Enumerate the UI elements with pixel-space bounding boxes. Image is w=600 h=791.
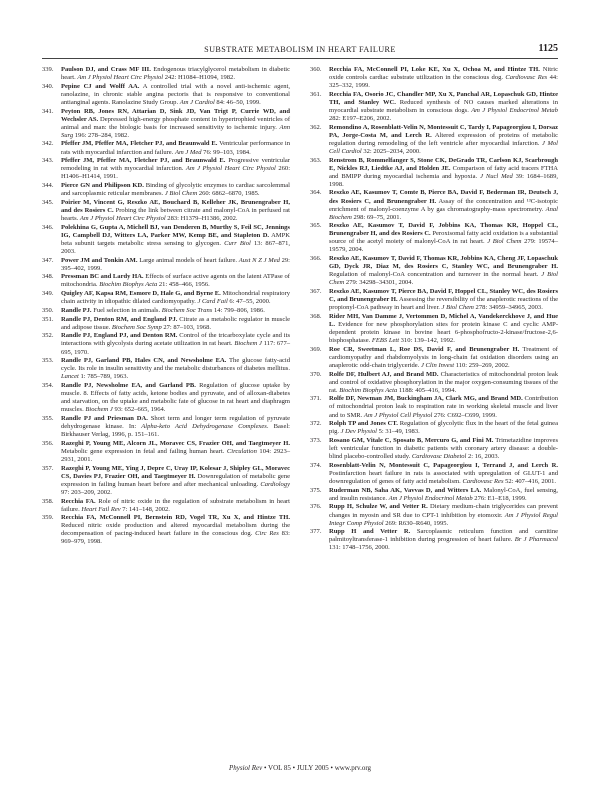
reference-entry: [42, 66, 290, 82]
reference-authors: Poirier M, Vincent G, Reszko AE, Bouchard B, Kelleher JK, Brunengraber H, and des Rosiers C.: [61, 198, 290, 214]
reference-authors: Razeghi P, Young ME, Ying J, Depre C, Uray IP, Kolesar J, Shipley GL, Moravec CS, Davies PJ, Frazier OH, and Taegtmeyer H.: [61, 464, 290, 480]
reference-citation: 298: 69–75, 2001.: [351, 213, 402, 221]
reference-title: Nitric oxide controls cardiac substrate utilization in the conscious dog.: [329, 66, 558, 82]
reference-title: Binding of glycolytic enzymes to cardiac sarcolemmal and sarcoplasmic reticular membranes.: [61, 182, 291, 198]
reference-entry: [42, 415, 290, 439]
page-footer: [42, 764, 558, 772]
reference-number: 341.: [42, 107, 54, 115]
reference-number: 346.: [42, 223, 54, 231]
reference-number: 339.: [42, 66, 54, 73]
reference-number: 366.: [310, 255, 322, 263]
reference-journal: J Card Fail: [197, 298, 228, 306]
reference-entry: [310, 157, 558, 189]
reference-authors: Randle PJ and Priesman DA.: [61, 414, 148, 422]
reference-title: Trimetazidine improves left ventricular function in diabetic patients with coronary artery disease: a double-blind placebo-controlled study.: [329, 437, 558, 461]
reference-citation: 310: 139–142, 1992.: [399, 337, 455, 345]
reference-number: 357.: [42, 464, 54, 472]
reference-citation: 27: 87–103, 1968.: [161, 323, 212, 331]
reference-journal: Heart Fail Rev: [81, 505, 121, 513]
reference-authors: Recchia FA, McConnell PI, Loke KE, Xu X, Ochoa M, and Hintze TH.: [329, 66, 540, 73]
reference-authors: Rolfe DF, Newman JM, Buckingham JA, Clark MG, and Brand MD.: [329, 395, 523, 403]
reference-title: Treatment of cardiomyopathy and rhabdomyolysis in long-chain fat oxidation disorders using an anaplerotic odd-chain triglyceride.: [329, 345, 558, 369]
reference-number: 352.: [42, 332, 54, 340]
reference-number: 371.: [310, 395, 322, 403]
reference-entry: [310, 288, 558, 312]
reference-title: Peroxisomal fatty acid oxidation is a substantial source of the acetyl moiety of malonyl-CoA in rat heart.: [329, 230, 558, 246]
reference-number: 347.: [42, 256, 54, 264]
footer-journal: Physiol Rev: [228, 764, 263, 772]
reference-entry: [42, 290, 290, 306]
reference-entry: [310, 346, 558, 370]
reference-citation: 279: 34298–34301, 2004.: [344, 279, 414, 287]
reference-authors: Pepine CJ and Wolff AA.: [61, 82, 140, 90]
reference-number: 368.: [310, 312, 322, 320]
reference-journal: J Mol Cell Cardiol: [329, 139, 558, 155]
reference-number: 345.: [42, 198, 54, 206]
reference-journal: Biochim Biophys Acta: [99, 281, 158, 289]
reference-journal: Ann Surg: [61, 123, 290, 139]
reference-journal: J Nucl Med: [480, 172, 513, 180]
reference-entry: [42, 465, 290, 497]
reference-citation: 242: H1084–H1094, 1982.: [163, 74, 235, 82]
reference-authors: Razeghi P, Young ME, Alcorn JL, Moravec CS, Frazier OH, and Taegtmeyer H.: [61, 439, 290, 447]
reference-authors: Recchia FA.: [61, 497, 96, 505]
reference-authors: Roe CR, Sweetman L, Roe DS, David F, and Brunengraber H.: [329, 345, 520, 353]
reference-authors: Rolph TP and Jones CT.: [329, 420, 398, 428]
reference-citation: 117: 677–695, 1970.: [61, 340, 290, 356]
reference-title: Contribution of mitochondrial proton leak to respiration rate in working skeletal muscle and liver and to SMR.: [329, 395, 558, 419]
reference-title: Fuel selection in animals.: [91, 306, 162, 314]
reference-number: 370.: [310, 370, 322, 378]
reference-title: Control of the tricarboxylate cycle and its interactions with glycolysis during acetate utilization in rat heart.: [61, 332, 290, 348]
reference-entry: [310, 437, 558, 461]
reference-citation: 2: 16, 2003.: [466, 453, 500, 461]
reference-authors: Polekhina G, Gupta A, Michell BJ, van Denderen B, Murthy S, Feil SC, Jennings IG, Campbell DJ, Witters LA, Parker MW, Kemp BE, and Stapleton D.: [61, 223, 290, 239]
reference-citation: 32: 2025–2034, 2000.: [361, 147, 421, 155]
reference-entry: [42, 514, 290, 546]
reference-authors: Rupp H, Schulze W, and Vetter R.: [329, 503, 428, 511]
reference-number: 365.: [310, 222, 322, 230]
reference-entry: [42, 440, 290, 464]
page-number: 1125: [538, 43, 558, 54]
reference-number: 354.: [42, 382, 54, 390]
reference-number: 348.: [42, 273, 54, 281]
reference-entry: [310, 222, 558, 254]
reference-number: 350.: [42, 306, 54, 314]
reference-title: Probing the link between citrate and malonyl-CoA in perfused rat hearts.: [61, 206, 290, 222]
reference-title: Assessing the reversibility of the anaplerotic reactions of the propionyl-CoA pathway in heart and liver.: [329, 296, 558, 312]
reference-citation: 76: 99–103, 1984.: [201, 148, 251, 156]
reference-journal: Cardiology: [260, 480, 290, 488]
reference-journal: Cardiovasc Diabetol: [411, 453, 467, 461]
reference-title: Reduced synthesis of NO causes marked alterations in myocardial substrate metabolism in conscious dogs.: [329, 98, 558, 114]
reference-citation: 84: 46–50, 1999.: [214, 98, 261, 106]
reference-title: Downregulation of metabolic gene expression in failing human heart before and after mechanical unloading.: [61, 472, 291, 488]
reference-entry: [310, 528, 558, 552]
reference-citation: 93: 652–665, 1964.: [112, 406, 166, 414]
reference-journal: Cardiovasc Res: [462, 477, 504, 485]
reference-authors: Pressman BC and Lardy HA.: [61, 273, 144, 281]
reference-journal: Biochem Soc Trans: [161, 306, 213, 314]
reference-number: 356.: [42, 439, 54, 447]
reference-authors: Quigley AF, Kapsa RM, Esmore D, Hale G, and Byrne E.: [61, 290, 221, 298]
reference-number: 361.: [310, 90, 322, 98]
running-title: SUBSTRATE METABOLISM IN HEART FAILURE: [204, 45, 396, 54]
reference-journal: J Biol Chem: [164, 190, 198, 198]
reference-title: Endogenous triacylglycerol metabolism in diabetic heart.: [61, 66, 290, 82]
reference-authors: Rosenblatt-Velin N, Montessuit C, Papageorgiou I, Terrand J, and Lerch R.: [329, 461, 558, 469]
reference-authors: Renstrom B, Rommelfanger S, Stone CK, DeGrado TR, Carlson KJ, Scarbrough E, Nickles RJ, Liedtke AJ, and Holden JE.: [329, 156, 558, 172]
reference-title: Assay of the concentration and ¹³C-isotopic enrichment of malonyl-coenzyme A by gas chromatography-mass spectrometry.: [329, 197, 559, 213]
reference-title: Sarcoplasmic reticulum function and carnitine palmitoyltransferase-1 inhibition during progression of heart failure.: [329, 528, 558, 544]
reference-citation: 196: 278–284, 1982.: [73, 131, 129, 139]
reference-authors: Randle PJ.: [61, 306, 92, 314]
reference-citation: 39: 1684–1689, 1998.: [329, 172, 558, 188]
reference-journal: Am J Med: [174, 148, 202, 156]
reference-journal: Am J Physiol Heart Circ Physiol: [185, 165, 276, 173]
reference-journal: Am J Physiol Regul Integr Comp Physiol: [329, 511, 558, 527]
reference-journal: Am J Physiol Endocrinol Metab: [388, 494, 473, 502]
reference-journal: Circulation: [226, 447, 257, 455]
reference-title: Characteristics of mitochondrial proton leak and control of oxidative phosphorylation in the major oxygen-consuming tissues of the rat.: [329, 370, 558, 394]
reference-journal: Br J Pharmacol: [514, 536, 559, 544]
reference-citation: 260: H1406–H1414, 1991.: [61, 165, 291, 181]
reference-citation: 83: 969–979, 1998.: [61, 530, 290, 546]
reference-entry: [310, 189, 558, 221]
reference-citation: 269: R630–R640, 1995.: [383, 519, 449, 527]
reference-journal: Alpha-keto Acid Dehydrogenase Complexes: [141, 423, 267, 431]
reference-title: Regulation of glucose uptake by muscle. 8. Effects of fatty acids, ketone bodies and pyruvate, and of alloxan-diabetes and starvation, on the uptake and metabolic fate of glucose in rat heart and diaphragm muscles.: [61, 382, 290, 414]
reference-entry: [310, 255, 558, 287]
reference-authors: Power JM and Tonkin AM.: [61, 256, 138, 264]
reference-journal: J Biol Chem: [329, 271, 558, 287]
reference-title: Postinfarction heart failure in rats is associated with upregulation of GLUT-1 and downregulation of genes of fatty acid metabolism.: [329, 469, 558, 485]
reference-title: Progressive ventricular remodeling in rat with myocardial infarction.: [61, 157, 290, 173]
reference-journal: Anal Biochem: [329, 205, 558, 221]
reference-journal: Am J Physiol Cell Physiol: [363, 411, 433, 419]
reference-number: 353.: [42, 357, 54, 365]
reference-citation: 1188: 405–416, 1994.: [397, 386, 457, 394]
reference-authors: Randle PJ, England PJ, and Denton RM.: [61, 332, 178, 340]
reference-entry: [42, 108, 290, 140]
reference-entry: [42, 307, 290, 315]
reference-title: Effects of surface active agents on the latent ATPase of mitochondria.: [61, 273, 290, 289]
reference-citation: 276: C692–C699, 1999.: [432, 411, 497, 419]
reference-entry: [42, 357, 290, 381]
reference-journal: J Clin Invest: [420, 361, 455, 369]
reference-citation: 276: E1–E18, 1999.: [472, 494, 527, 502]
reference-entry: [42, 224, 290, 256]
reference-entry: [42, 157, 290, 181]
reference-journal: Lancet: [61, 373, 79, 381]
reference-number: 374.: [310, 461, 322, 469]
reference-journal: Biochim Biophys Acta: [339, 386, 398, 394]
reference-citation: 110: 259–269, 2002.: [454, 361, 510, 369]
reference-title: Malonyl-CoA, fuel sensing, and insulin resistance.: [329, 486, 558, 502]
reference-authors: Paulson DJ, and Crass MF III.: [61, 66, 151, 73]
reference-title: Short term and longer term regulation of pyruvate dehydrogenase kinase. In:: [61, 414, 290, 431]
reference-title: A controlled trial with a novel anti-ischemic agent, ranolazine, in chronic stable angina pectoris that is responsive to conventional antianginal agents. Ranolazine Study Group.: [61, 82, 290, 106]
reference-title: Reduced nitric oxide production and altered myocardial metabolism during the decompensation of pacing-induced heart failure in the conscious dog.: [61, 522, 290, 538]
reference-number: 364.: [310, 189, 322, 197]
reference-entry: [310, 420, 558, 436]
reference-authors: Ruderman NB, Saha AK, Vavvas D, and Witters LA.: [329, 486, 482, 494]
reference-authors: Rider MH, Van Damme J, Vertommen D, Michel A, Vandekerckhove J, and Hue L.: [329, 312, 558, 328]
reference-title: Ventricular performance in rats with myocardial infarction and failure.: [61, 140, 290, 156]
reference-number: 369.: [310, 345, 322, 353]
reference-entry: [310, 313, 558, 345]
reference-number: 359.: [42, 514, 54, 522]
reference-number: 375.: [310, 486, 322, 494]
reference-entry: [310, 462, 558, 486]
reference-title: Comparison of fatty acid tracers FTHA and BMIPP during myocardial ischemia and hypoxia.: [329, 164, 558, 180]
reference-number: 340.: [42, 82, 54, 90]
reference-journal: Aust N Z J Med: [238, 256, 280, 264]
reference-authors: Randle PJ, Denton RM, and England PJ.: [61, 315, 178, 323]
reference-citation: 131: 1748–1756, 2000.: [329, 544, 390, 552]
reference-entry: [42, 182, 290, 198]
reference-number: 342.: [42, 140, 54, 148]
reference-citation: 1: 785–789, 1963.: [78, 373, 129, 381]
reference-citation: 97: 203–209, 2002.: [61, 488, 112, 496]
reference-citation: 29: 395–402, 1999.: [61, 256, 290, 272]
running-header: [42, 44, 558, 59]
reference-citation: 13: 867–871, 2003.: [61, 239, 290, 255]
reference-authors: Reszko AE, Kasumov T, David F, Thomas KR, Jobbins KA, Cheng JF, Lopaschuk GD, Dyck JR, Diaz M, des Rosiers C, Stanley WC, and Brunengraber H.: [329, 255, 558, 271]
reference-journal: J Biol Chem: [441, 304, 474, 312]
reference-entry: [42, 199, 290, 223]
reference-citation: . Basel: Birkhauser Verlag, 1996, p. 151–161.: [61, 423, 290, 439]
reference-entry: [310, 487, 558, 503]
reference-journal: Am J Physiol Heart Circ Physiol: [79, 214, 166, 222]
reference-citation: 282: E197–E206, 2002.: [329, 114, 392, 122]
reference-number: 377.: [310, 528, 322, 536]
reference-journal: Circ Res: [255, 530, 279, 538]
reference-citation: 52: 407–416, 2001.: [503, 477, 557, 485]
reference-journal: Biochem J: [85, 406, 113, 414]
reference-journal: J Biol Chem: [487, 238, 522, 246]
reference-journal: FEBS Lett: [371, 337, 400, 345]
reference-title: Metabolic gene expression in fetal and failing human heart.: [61, 447, 227, 455]
reference-title: AMPK beta subunit targets metabolic stress sensing to glycogen.: [61, 231, 290, 247]
reference-number: 373.: [310, 437, 322, 445]
reference-citation: 260: 6862–6870, 1985.: [197, 190, 260, 198]
reference-column-right: [310, 66, 558, 553]
reference-title: Mitochondrial respiratory chain activity in idiopathic dilated cardiomyopathy.: [61, 290, 290, 306]
reference-journal: J Dev Physiol: [340, 428, 377, 436]
reference-title: Altered expression of proteins of metabolic regulation during remodeling of the left ventricle after myocardial infarction.: [329, 131, 558, 147]
footer-issue: • VOL 85 • JULY 2005 •: [262, 764, 335, 772]
reference-citation: 44: 325–332, 1999.: [329, 74, 558, 90]
reference-title: Depressed high-energy phosphate content in hypertrophied ventricles of animal and man: the biologic basis for increased sensitivity to ischemic injury.: [61, 115, 290, 131]
reference-journal: Am J Physiol Endocrinol Metab: [471, 106, 558, 114]
reference-citation: 279: 19574–19579, 2004.: [329, 238, 558, 254]
reference-authors: Rupp H and Vetter R.: [329, 528, 411, 536]
reference-entry: [310, 395, 558, 419]
reference-journal: Cardiovasc Res: [505, 74, 548, 82]
reference-entry: [310, 66, 558, 90]
reference-title: The glucose fatty-acid cycle. Its role in insulin sensitivity and the metabolic disturbances of diabetes mellitus.: [61, 357, 290, 373]
reference-number: 355.: [42, 414, 54, 422]
reference-authors: Recchia FA, Osorio JC, Chandler MP, Xu X, Panchal AR, Lopaschuk GD, Hintze TH, and Stanley WC.: [329, 90, 558, 106]
reference-authors: Randle PJ, Garland PB, Hales CN, and Newsholme EA.: [61, 357, 227, 365]
reference-entry: [42, 382, 290, 414]
reference-authors: Peyton RB, Jones RN, Attarian D, Sink JD, Van Trigt P, Currie WD, and Wechsler AS.: [61, 107, 290, 123]
reference-title: Evidence for new phosphorylation sites for protein kinase C and cyclic AMP-dependent protein kinase in bovine heart 6-phosphofructo-2-kinase/fructose-2,6-bisphosphatase.: [329, 320, 558, 345]
reference-journal: Curr Biol: [224, 239, 251, 247]
reference-title: Large animal models of heart failure.: [137, 256, 239, 264]
reference-title: Role of nitric oxide in the regulation of substrate metabolism in heart failure.: [61, 497, 290, 513]
reference-title: Citrate as a metabolic regulator in muscle and adipose tissue.: [61, 315, 290, 331]
reference-entry: [310, 371, 558, 395]
reference-authors: Rolfe DF, Hulbert AJ, and Brand MD.: [329, 370, 439, 378]
reference-authors: Recchia FA, McConnell PI, Bernstein RD, Vogel TR, Xu X, and Hintze TH.: [61, 514, 290, 522]
reference-journal: Am J Cardiol: [179, 98, 215, 106]
reference-column-left: [42, 66, 290, 547]
reference-authors: Pfeffer JM, Pfeffer MA, Fletcher PJ, and Braunwald E.: [61, 140, 218, 148]
reference-entry: [42, 140, 290, 156]
reference-citation: 278: 34959–34965, 2003.: [473, 304, 543, 312]
reference-authors: Randle PJ, Newsholme EA, and Garland PB.: [61, 382, 196, 390]
reference-number: 343.: [42, 157, 54, 165]
reference-citation: 104: 2923–2931, 2001.: [61, 447, 291, 463]
reference-number: 344.: [42, 182, 54, 190]
reference-citation: 21: 458–466, 1956.: [157, 281, 210, 289]
reference-authors: Pierce GN and Philipson KD.: [61, 182, 144, 190]
reference-entry: [310, 91, 558, 123]
reference-entry: [42, 257, 290, 273]
reference-number: 351.: [42, 315, 54, 323]
reference-title: Regulation of glycolytic flux in the heart of the fetal guinea pig.: [329, 420, 558, 436]
reference-number: 358.: [42, 497, 54, 505]
reference-authors: Reszko AE, Kasumov T, David F, Jobbins KA, Thomas KR, Hoppel CL, Brunengraber H, and des Rosiers C.: [329, 222, 558, 238]
reference-journal: Biochem J: [234, 340, 262, 348]
reference-authors: Remondino A, Rosenblatt-Velin N, Montessuit C, Tardy I, Papageorgiou I, Dorsaz PA, Jorge-Costa M, and Lerch R.: [329, 123, 558, 139]
reference-number: 349.: [42, 290, 54, 298]
reference-citation: 5: 31–49, 1983.: [377, 428, 420, 436]
reference-title: Regulation of malonyl-CoA concentration and turnover in the normal heart.: [329, 271, 542, 279]
reference-citation: 6: 47–55, 2000.: [227, 298, 271, 306]
reference-number: 362.: [310, 123, 322, 131]
reference-entry: [310, 124, 558, 156]
reference-number: 372.: [310, 420, 322, 428]
reference-citation: 283: H1379–H1386, 2002.: [165, 214, 238, 222]
reference-entry: [42, 332, 290, 356]
reference-entry: [310, 503, 558, 527]
reference-number: 376.: [310, 503, 322, 511]
reference-number: 367.: [310, 288, 322, 296]
reference-authors: Reszko AE, Kasumov T, Comte B, Pierce BA, David F, Bederman IR, Deutsch J, des Rosiers C, and Brunengraber H.: [329, 189, 558, 205]
reference-title: Dietary medium-chain triglycerides can prevent changes in myosin and SR due to CPT-1 inhibition by etomoxir.: [329, 503, 558, 519]
reference-authors: Reszko AE, Kasumov T, Pierce BA, David F, Hoppel CL, Stanley WC, des Rosiers C, and Brunengraber H.: [329, 288, 558, 304]
reference-entry: [42, 83, 290, 107]
footer-url: www.prv.org: [334, 764, 372, 772]
reference-entry: [42, 316, 290, 332]
reference-journal: Biochem Soc Symp: [111, 323, 162, 331]
reference-authors: Pfeffer JM, Pfeffer MA, Fletcher PJ, and Braunwald E.: [61, 157, 226, 165]
reference-number: 363.: [310, 156, 322, 164]
reference-citation: 7: 141–148, 2002.: [120, 505, 170, 513]
reference-entry: [42, 273, 290, 289]
reference-authors: Rosano GM, Vitale C, Sposato B, Mercuro G, and Fini M.: [329, 437, 494, 445]
reference-citation: 14: 799–806, 1986.: [212, 306, 265, 314]
reference-number: 360.: [310, 66, 322, 73]
reference-journal: Am J Physiol Heart Circ Physiol: [77, 74, 164, 82]
reference-entry: [42, 498, 290, 514]
